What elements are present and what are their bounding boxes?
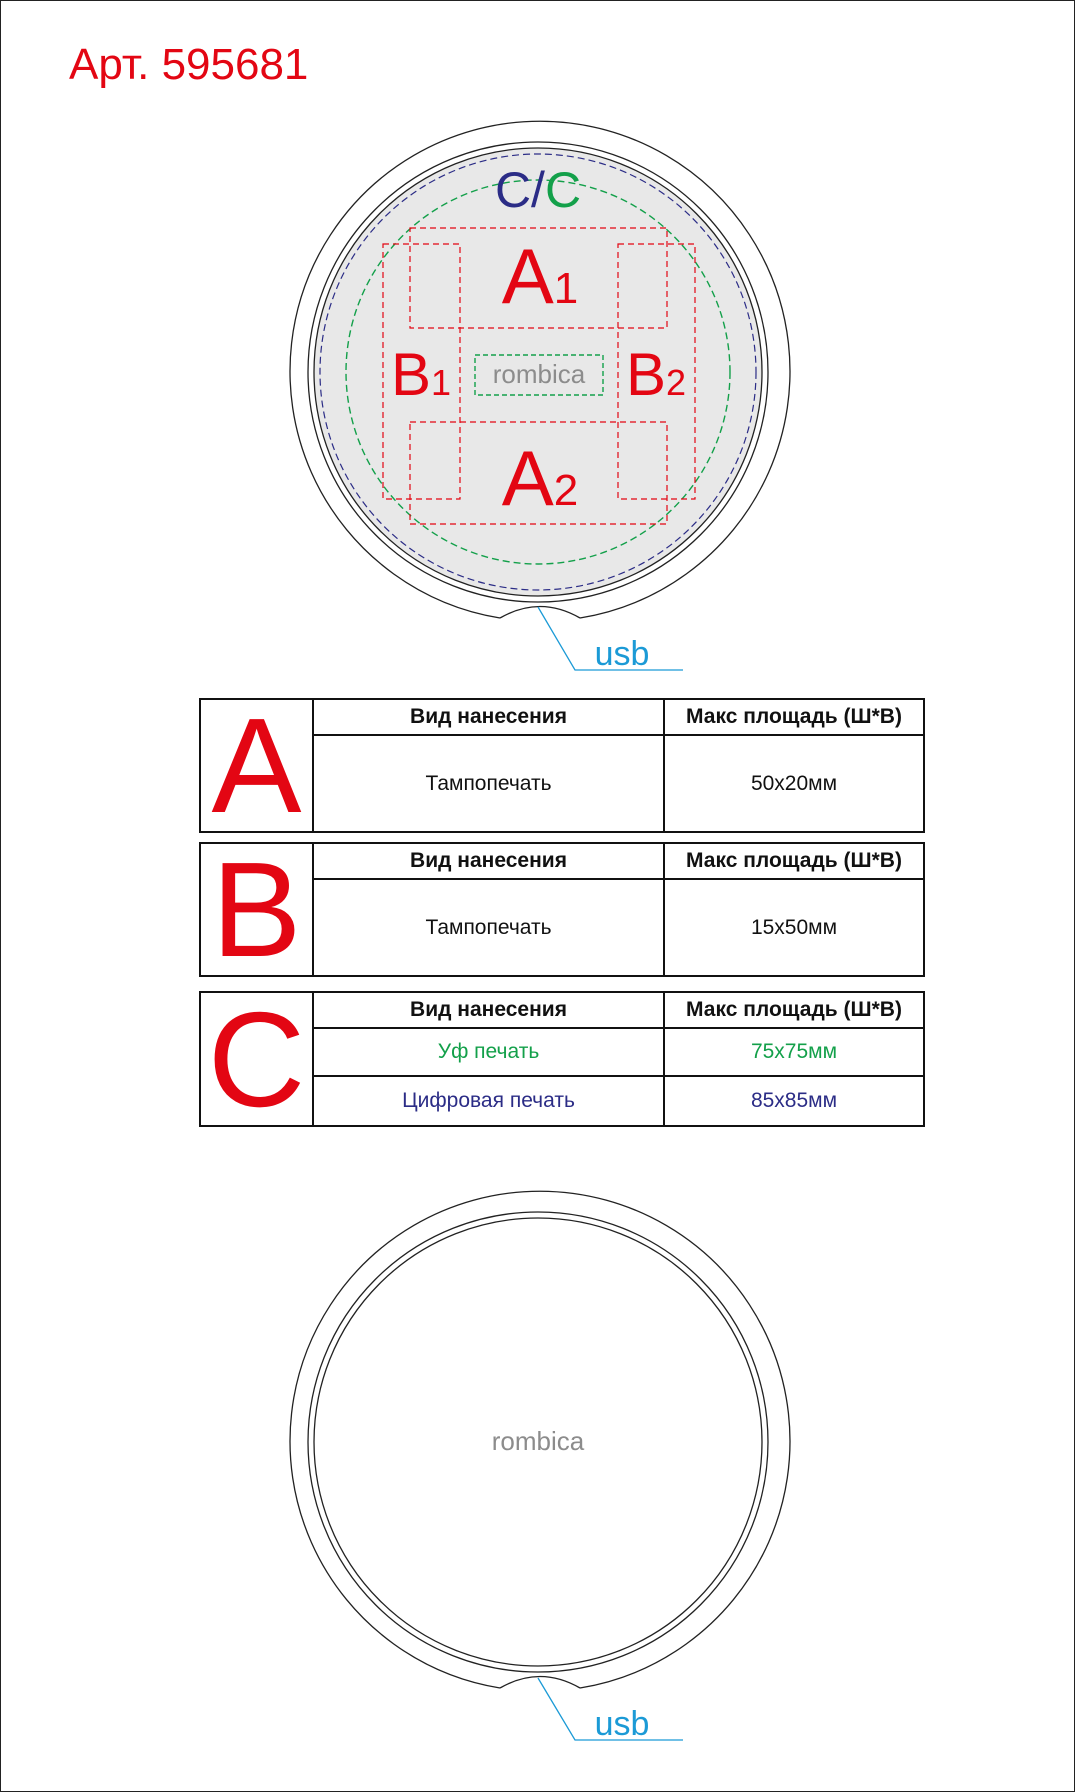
table-b (199, 834, 925, 985)
table-b-letter: B (201, 844, 314, 975)
table-c-method-header: Вид нанесения (314, 993, 665, 1029)
zone-a2-label: A2 (501, 434, 579, 522)
top-drawing (0, 0, 1075, 700)
table-b-area-header: Макс площадь (Ш*В) (665, 844, 923, 880)
article-title: Арт. 595681 (69, 40, 309, 89)
usb-label: usb (594, 635, 650, 673)
table-c-letter: C (201, 993, 314, 1125)
logo-text: rombica (492, 359, 586, 389)
table-b-area: 15х50мм (750, 915, 838, 939)
table-c-method-digital: Цифровая печать (314, 1077, 665, 1125)
table-c-method-uv: Уф печать (314, 1029, 665, 1077)
table-a-area: 50х20мм (750, 771, 838, 795)
usb-notch (500, 607, 580, 619)
zone-b2-label: B2 (625, 341, 687, 408)
table-a (199, 690, 925, 841)
bottom-logo-text: rombica (491, 1426, 585, 1456)
table-c-area-uv: 75х75мм (665, 1029, 923, 1077)
zone-b1-label: B1 (390, 341, 452, 408)
table-c (199, 983, 925, 1135)
bottom-usb-label: usb (594, 1705, 650, 1743)
table-a-area-header: Макс площадь (Ш*В) (665, 700, 923, 736)
table-c-area-header: Макс площадь (Ш*В) (665, 993, 923, 1029)
table-a-method: Тампопечать (314, 736, 665, 831)
table-a-method-header: Вид нанесения (314, 700, 665, 736)
table-b-method-header: Вид нанесения (314, 844, 665, 880)
zone-c-label: C/C (494, 162, 582, 218)
zone-a1-label: A1 (501, 232, 579, 320)
table-a-letter: A (201, 700, 314, 831)
table-c-area-digital: 85х85мм (750, 1089, 838, 1112)
table-b-method: Тампопечать (314, 880, 665, 975)
